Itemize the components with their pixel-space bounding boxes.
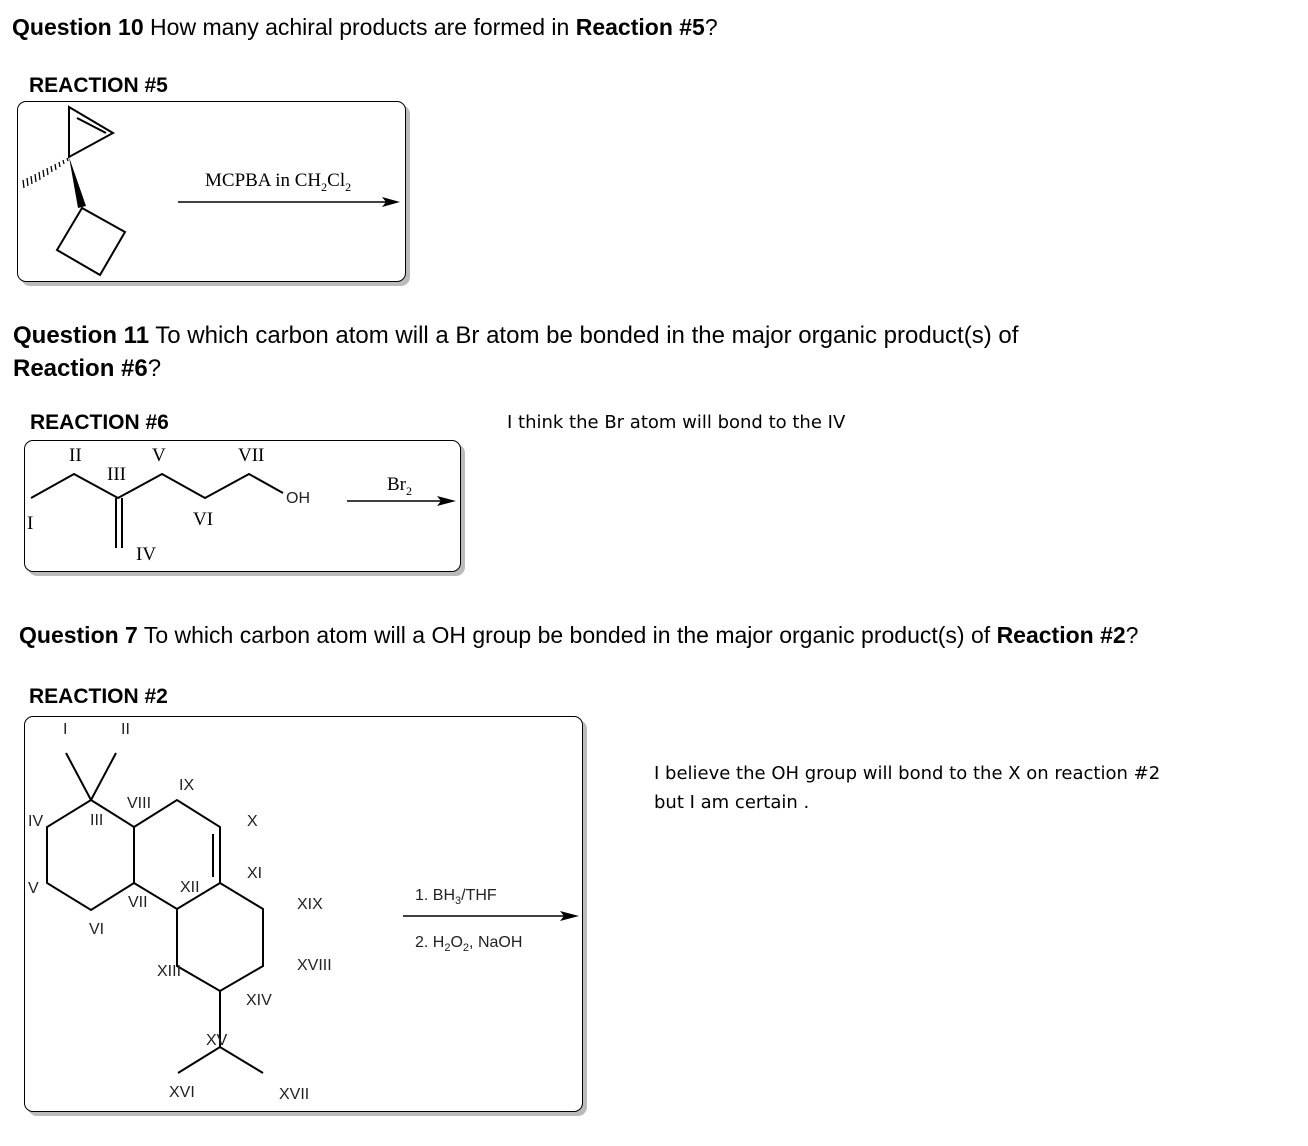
question-text: To which carbon atom will a OH group be bonded in the major organic product(s) of <box>137 622 997 648</box>
reaction-ref: Reaction #2 <box>996 622 1126 648</box>
carbon-label: V <box>28 880 39 897</box>
carbon-label: II <box>121 721 130 738</box>
carbon-label: XVI <box>169 1084 195 1101</box>
carbon-label: XIX <box>297 896 323 913</box>
reaction-2-structure <box>47 753 263 1073</box>
carbon-label: IX <box>179 777 195 794</box>
carbon-label: V <box>152 445 166 466</box>
question-end: ? <box>147 355 162 382</box>
question-end: ? <box>704 14 718 40</box>
reaction-2-answer-note: I believe the OH group will bond to the X on reaction #2 but I am certain . <box>654 763 1161 813</box>
reaction-2-title: REACTION #2 <box>29 685 168 708</box>
carbon-label: XI <box>247 865 263 882</box>
carbon-label: XII <box>180 879 200 896</box>
carbon-label: XVIII <box>297 957 332 974</box>
question-text: To which carbon atom will a Br atom be bonded in the major organic product(s) of <box>149 322 1019 349</box>
carbon-label: IV <box>136 544 157 565</box>
hashed-bond <box>23 158 68 188</box>
reaction-ref: Reaction #5 <box>575 14 705 40</box>
carbon-label: VII <box>238 445 265 466</box>
reaction-6-answer-note: I think the Br atom will bond to the IV <box>507 412 846 433</box>
reaction-5-title: REACTION #5 <box>29 74 168 97</box>
reaction-2-step-2: 2. $H_2O_2$, NaOH <box>415 934 523 955</box>
carbon-label: X <box>247 813 258 830</box>
carbon-label: VII <box>128 894 148 911</box>
question-end: ? <box>1125 622 1139 648</box>
carbon-label: I <box>63 721 68 738</box>
reaction-6-title: REACTION #6 <box>30 411 169 434</box>
reaction-5-structure <box>57 107 125 275</box>
reaction-5-reagent: MCPBA in $CH_2Cl_2$ <box>205 170 352 194</box>
carbon-label: XIII <box>157 963 182 980</box>
carbon-label: XV <box>206 1032 228 1049</box>
carbon-label: VI <box>193 509 214 530</box>
question-number: Question 10 <box>12 14 144 40</box>
carbon-label: I <box>27 513 34 534</box>
question-number: Question 7 <box>19 622 138 648</box>
carbon-label: III <box>90 812 104 829</box>
reaction-ref: Reaction #6 <box>13 355 148 382</box>
question-number: Question 11 <box>13 322 150 349</box>
carbon-label: XVII <box>279 1086 310 1103</box>
carbon-label: IV <box>28 813 44 830</box>
question-text: How many achiral products are formed in <box>143 14 576 40</box>
reaction-6-reagent: $Br_2$ <box>387 474 412 498</box>
reaction-6-structure <box>31 474 283 548</box>
carbon-label: XIV <box>246 992 272 1009</box>
reaction-2-step-1: 1. $BH_3$/THF <box>415 887 497 908</box>
wedge-bond <box>69 157 86 208</box>
carbon-label: VIII <box>127 795 152 812</box>
carbon-label: II <box>69 445 82 466</box>
hydroxyl-label: OH <box>286 490 310 507</box>
carbon-label: III <box>107 464 126 485</box>
carbon-label: VI <box>89 921 105 938</box>
